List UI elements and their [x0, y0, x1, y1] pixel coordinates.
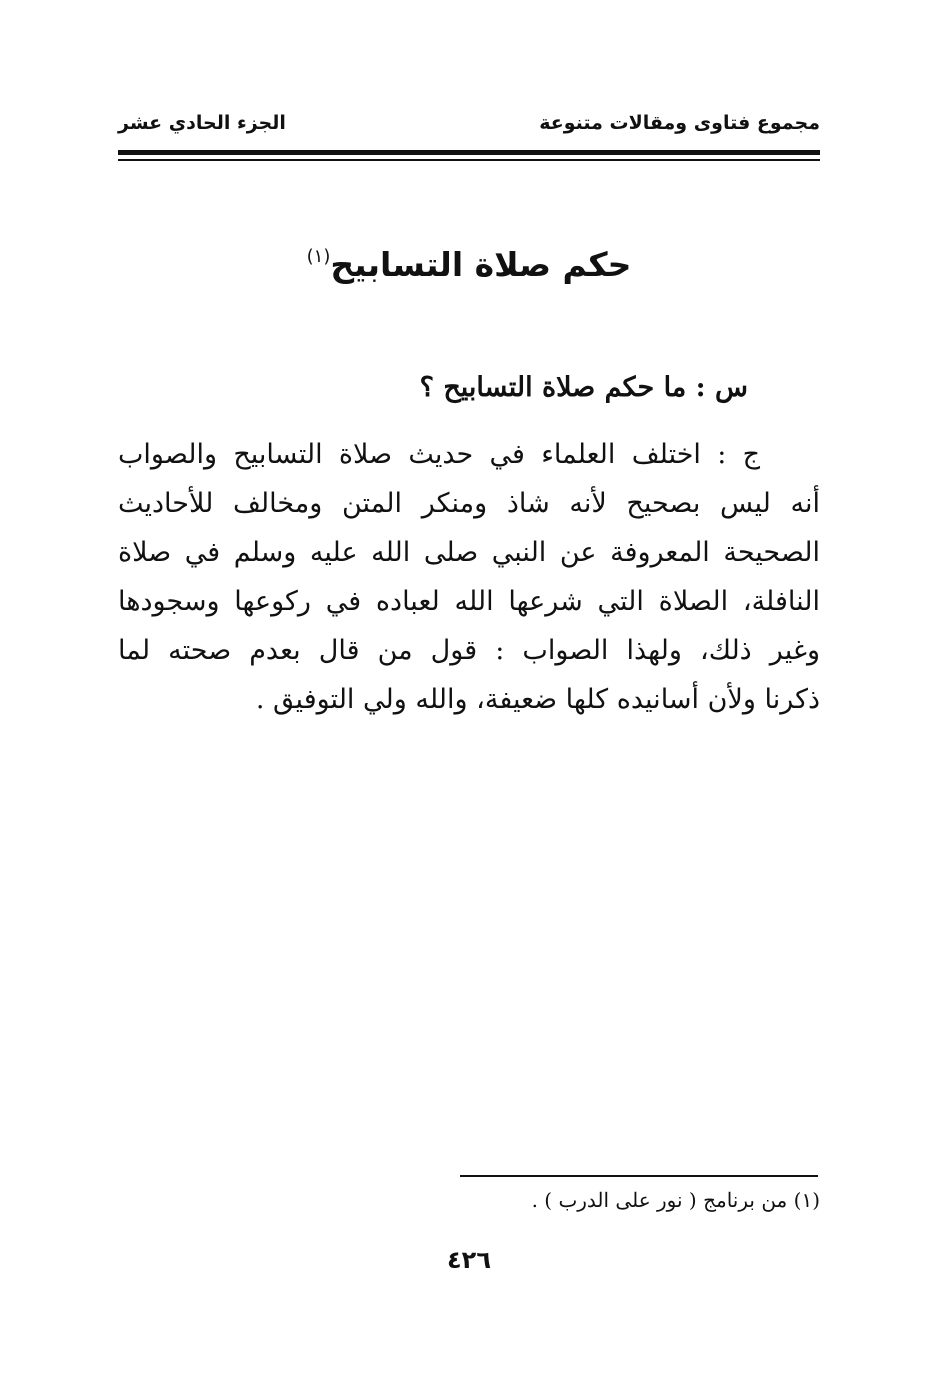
footnote-separator [460, 1175, 818, 1177]
footnote-text: (١) من برنامج ( نور على الدرب ) . [531, 1188, 820, 1212]
answer-line: ج : اختلف العلماء في حديث صلاة التسابيح والصواب [118, 439, 760, 470]
book-title: مجموع فتاوى ومقالات متنوعة [539, 112, 820, 134]
title-footnote-marker: (١) [306, 246, 331, 267]
answer-line: النافلة، الصلاة التي شرعها الله لعباده في ركوعها وسجودها [118, 586, 820, 617]
page-title [118, 245, 820, 284]
title-text: حكم صلاة التسابيح [330, 245, 632, 284]
running-header [118, 112, 820, 152]
page-number: ٤٢٦ [447, 1246, 491, 1274]
volume-label: الجزء الحادي عشر [118, 112, 286, 134]
answer-line: ذكرنا ولأن أسانيده كلها ضعيفة، والله ولي التوفيق . [255, 684, 820, 715]
answer-line: وغير ذلك، ولهذا الصواب : قول من قال بعدم صحته لما [118, 635, 820, 666]
answer-line: أنه ليس بصحيح لأنه شاذ ومنكر المتن ومخالف للأحاديث [118, 488, 820, 519]
answer-line: الصحيحة المعروفة عن النبي صلى الله عليه وسلم في صلاة [118, 537, 820, 568]
header-rule-thick [118, 150, 820, 155]
question-text: س : ما حكم صلاة التسابيح ؟ [419, 372, 748, 403]
answer-paragraph [118, 430, 820, 724]
header-rule-thin [118, 159, 820, 161]
